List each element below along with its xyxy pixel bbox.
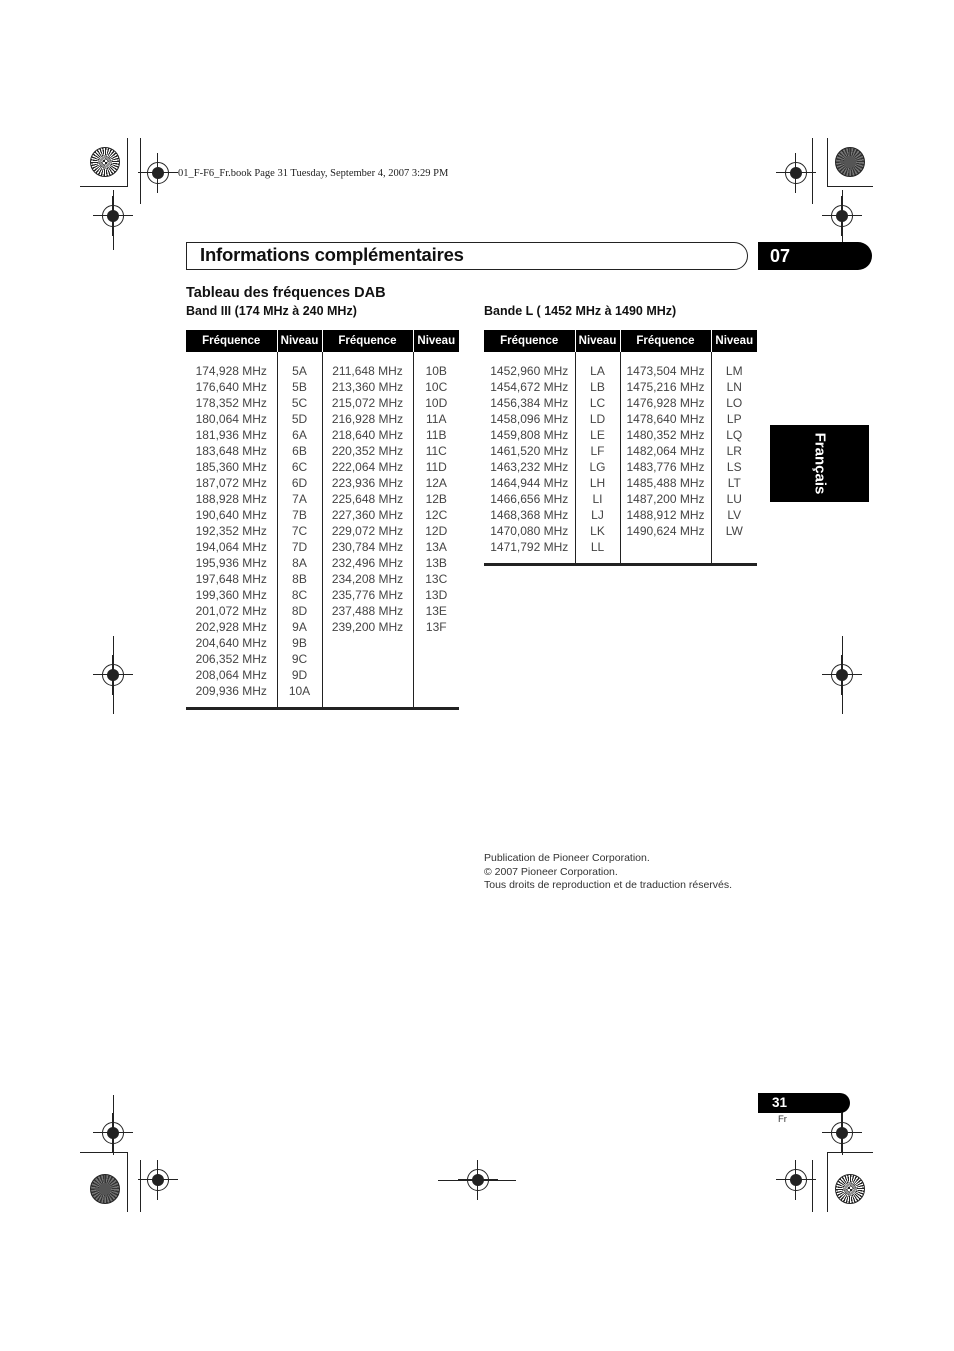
table-cell: 1475,216 MHz bbox=[626, 380, 705, 394]
table-cell: LR bbox=[726, 444, 742, 458]
table-cell: 11C bbox=[425, 444, 447, 458]
table-cell: 234,208 MHz bbox=[331, 572, 404, 586]
table-cell: 229,072 MHz bbox=[331, 524, 404, 538]
table-cell: 208,064 MHz bbox=[195, 668, 267, 682]
table-cell: 235,776 MHz bbox=[331, 588, 404, 602]
table-row bbox=[484, 352, 757, 565]
level-column bbox=[413, 352, 459, 709]
table-cell: 1468,368 MHz bbox=[490, 508, 569, 522]
publisher-notice bbox=[484, 852, 732, 893]
table-cell: 213,360 MHz bbox=[331, 380, 404, 394]
table-cell: 230,784 MHz bbox=[331, 540, 404, 554]
table-cell: LJ bbox=[591, 508, 604, 522]
rights-line: Tous droits de reproduction et de traduction réservés. bbox=[484, 879, 733, 891]
table-cell: LN bbox=[726, 380, 742, 394]
table-cell: LH bbox=[589, 476, 606, 490]
table-cell: 10C bbox=[425, 380, 448, 394]
table-cell: 1482,064 MHz bbox=[626, 444, 705, 458]
table-cell: 190,640 MHz bbox=[195, 508, 267, 522]
frequency-column bbox=[620, 352, 711, 565]
table-cell: 180,064 MHz bbox=[195, 412, 267, 426]
table-cell: 7A bbox=[292, 492, 307, 506]
band3-frequency-table bbox=[186, 330, 459, 710]
table-cell: 11A bbox=[426, 412, 447, 426]
page-title: Informations complémentaires bbox=[200, 244, 464, 265]
table-cell: 1458,096 MHz bbox=[490, 412, 569, 426]
table-cell: 1466,656 MHz bbox=[490, 492, 569, 506]
book-info-line: 01_F-F6_Fr.book Page 31 Tuesday, September 4, 2007 3:29 PM bbox=[178, 168, 449, 179]
table-cell: 5C bbox=[291, 396, 308, 410]
table-cell: LA bbox=[590, 364, 605, 378]
frequency-column bbox=[322, 352, 413, 709]
col-header-level: Niveau bbox=[575, 330, 620, 352]
table-cell: 215,072 MHz bbox=[331, 396, 404, 410]
table-cell: 6B bbox=[292, 444, 307, 458]
table-cell: 199,360 MHz bbox=[195, 588, 267, 602]
table-cell: 12D bbox=[425, 524, 448, 538]
table-cell: 1454,672 MHz bbox=[490, 380, 569, 394]
table-cell: 227,360 MHz bbox=[331, 508, 404, 522]
table-cell: LU bbox=[726, 492, 742, 506]
table-cell: 13C bbox=[425, 572, 448, 586]
table-cell: 239,200 MHz bbox=[331, 620, 404, 634]
table-cell: LD bbox=[589, 412, 606, 426]
table-cell: 194,064 MHz bbox=[195, 540, 267, 554]
table-cell: 9C bbox=[291, 652, 308, 666]
page-number: 31 bbox=[758, 1093, 850, 1113]
chapter-badge: 07 bbox=[758, 242, 872, 270]
table-cell: 1483,776 MHz bbox=[626, 460, 705, 474]
table-cell: 174,928 MHz bbox=[195, 364, 267, 378]
band3-heading: Band III (174 MHz à 240 MHz) bbox=[186, 304, 357, 318]
col-header-level: Niveau bbox=[277, 330, 322, 352]
level-column bbox=[277, 352, 322, 709]
table-cell: 1478,640 MHz bbox=[626, 412, 705, 426]
table-cell: 192,352 MHz bbox=[195, 524, 267, 538]
table-cell: 9D bbox=[291, 668, 308, 682]
table-cell: 1476,928 MHz bbox=[626, 396, 705, 410]
table-cell: 1490,624 MHz bbox=[626, 524, 705, 538]
table-cell: 7B bbox=[292, 508, 307, 522]
table-cell: 8C bbox=[291, 588, 308, 602]
table-cell: 12A bbox=[425, 476, 447, 490]
table-cell: 8A bbox=[292, 556, 307, 570]
table-cell: 13A bbox=[425, 540, 447, 554]
table-cell: 209,936 MHz bbox=[195, 684, 267, 698]
table-cell: 1473,504 MHz bbox=[626, 364, 705, 378]
table-cell: 216,928 MHz bbox=[331, 412, 404, 426]
table-cell: 1456,384 MHz bbox=[490, 396, 569, 410]
table-cell: 218,640 MHz bbox=[331, 428, 404, 442]
table-cell: 12C bbox=[425, 508, 448, 522]
table-cell: 185,360 MHz bbox=[195, 460, 267, 474]
table-cell: LG bbox=[589, 460, 606, 474]
table-cell: 195,936 MHz bbox=[195, 556, 267, 570]
table-cell: LT bbox=[727, 476, 741, 490]
col-header-frequency: Fréquence bbox=[186, 330, 277, 352]
table-cell: LL bbox=[590, 540, 605, 554]
table-cell: 9A bbox=[292, 620, 307, 634]
table-cell: 178,352 MHz bbox=[195, 396, 267, 410]
table-header-row bbox=[186, 330, 459, 352]
table-row bbox=[186, 352, 459, 709]
table-cell: 1487,200 MHz bbox=[626, 492, 705, 506]
table-cell: 1485,488 MHz bbox=[626, 476, 705, 490]
table-cell: LO bbox=[726, 396, 743, 410]
table-cell: 1459,808 MHz bbox=[490, 428, 569, 442]
table-cell: 232,496 MHz bbox=[331, 556, 404, 570]
table-cell: LK bbox=[590, 524, 605, 538]
table-cell: LP bbox=[726, 412, 742, 426]
frequency-column bbox=[484, 352, 575, 565]
col-header-level: Niveau bbox=[711, 330, 757, 352]
col-header-frequency: Fréquence bbox=[322, 330, 413, 352]
level-column bbox=[575, 352, 620, 565]
language-tab-label-wrap bbox=[770, 425, 869, 502]
table-cell: LF bbox=[590, 444, 605, 458]
table-cell: LV bbox=[727, 508, 742, 522]
table-cell: 223,936 MHz bbox=[331, 476, 404, 490]
col-header-frequency: Fréquence bbox=[620, 330, 711, 352]
table-cell: 1452,960 MHz bbox=[490, 364, 569, 378]
table-cell: 204,640 MHz bbox=[195, 636, 267, 650]
frequency-column bbox=[186, 352, 277, 709]
publisher-line: Publication de Pioneer Corporation. bbox=[484, 852, 650, 864]
table-cell: 1471,792 MHz bbox=[490, 540, 569, 554]
table-cell: 225,648 MHz bbox=[331, 492, 404, 506]
col-header-frequency: Fréquence bbox=[484, 330, 575, 352]
table-cell: LM bbox=[725, 364, 743, 378]
table-cell: LS bbox=[726, 460, 742, 474]
table-cell: 11D bbox=[425, 460, 447, 474]
table-cell: LE bbox=[590, 428, 605, 442]
table-cell: LI bbox=[592, 492, 603, 506]
bandl-frequency-table bbox=[484, 330, 757, 566]
table-cell: 6C bbox=[291, 460, 308, 474]
table-cell: 8B bbox=[292, 572, 307, 586]
table-cell: 6A bbox=[292, 428, 307, 442]
level-column bbox=[711, 352, 757, 565]
table-cell: 222,064 MHz bbox=[331, 460, 404, 474]
table-cell: 183,648 MHz bbox=[195, 444, 267, 458]
table-cell: 13E bbox=[425, 604, 447, 618]
table-cell: 1461,520 MHz bbox=[490, 444, 569, 458]
table-cell: 188,928 MHz bbox=[195, 492, 267, 506]
table-cell: 5A bbox=[292, 364, 307, 378]
table-cell: 11B bbox=[426, 428, 447, 442]
col-header-level: Niveau bbox=[413, 330, 459, 352]
table-cell: 220,352 MHz bbox=[331, 444, 404, 458]
table-cell: 9B bbox=[292, 636, 307, 650]
table-cell: 1464,944 MHz bbox=[490, 476, 569, 490]
table-cell: 13B bbox=[425, 556, 447, 570]
section-heading: Tableau des fréquences DAB bbox=[186, 285, 386, 301]
table-cell: 176,640 MHz bbox=[195, 380, 267, 394]
table-cell: 206,352 MHz bbox=[195, 652, 267, 666]
table-cell: 1470,080 MHz bbox=[490, 524, 569, 538]
table-cell: 5D bbox=[291, 412, 308, 426]
table-cell: 12B bbox=[425, 492, 447, 506]
table-cell: 13F bbox=[425, 620, 447, 634]
language-tab-label: Français bbox=[810, 432, 828, 495]
table-cell: 10D bbox=[425, 396, 448, 410]
table-cell: 197,648 MHz bbox=[195, 572, 267, 586]
table-cell: 1488,912 MHz bbox=[626, 508, 705, 522]
table-cell: 7C bbox=[291, 524, 308, 538]
table-cell: 187,072 MHz bbox=[195, 476, 267, 490]
table-cell: 5B bbox=[292, 380, 307, 394]
table-cell: 202,928 MHz bbox=[195, 620, 267, 634]
page-language: Fr bbox=[778, 1114, 787, 1125]
table-cell: LW bbox=[725, 524, 743, 538]
table-cell: 10B bbox=[425, 364, 447, 378]
table-cell: 1463,232 MHz bbox=[490, 460, 569, 474]
table-cell: 6D bbox=[291, 476, 308, 490]
copyright-line: © 2007 Pioneer Corporation. bbox=[484, 865, 618, 878]
table-cell: LB bbox=[590, 380, 605, 394]
bandl-heading: Bande L ( 1452 MHz à 1490 MHz) bbox=[484, 304, 677, 318]
table-cell: 7D bbox=[291, 540, 308, 554]
table-cell: 8D bbox=[291, 604, 308, 618]
table-header-row bbox=[484, 330, 757, 352]
table-cell: 237,488 MHz bbox=[331, 604, 404, 618]
table-cell: LC bbox=[589, 396, 606, 410]
table-cell: 13D bbox=[425, 588, 448, 602]
table-cell: 1480,352 MHz bbox=[626, 428, 705, 442]
table-cell: 10A bbox=[288, 684, 311, 698]
table-cell: 201,072 MHz bbox=[195, 604, 267, 618]
table-cell: LQ bbox=[726, 428, 743, 442]
table-cell: 181,936 MHz bbox=[195, 428, 267, 442]
table-cell: 211,648 MHz bbox=[332, 364, 403, 378]
